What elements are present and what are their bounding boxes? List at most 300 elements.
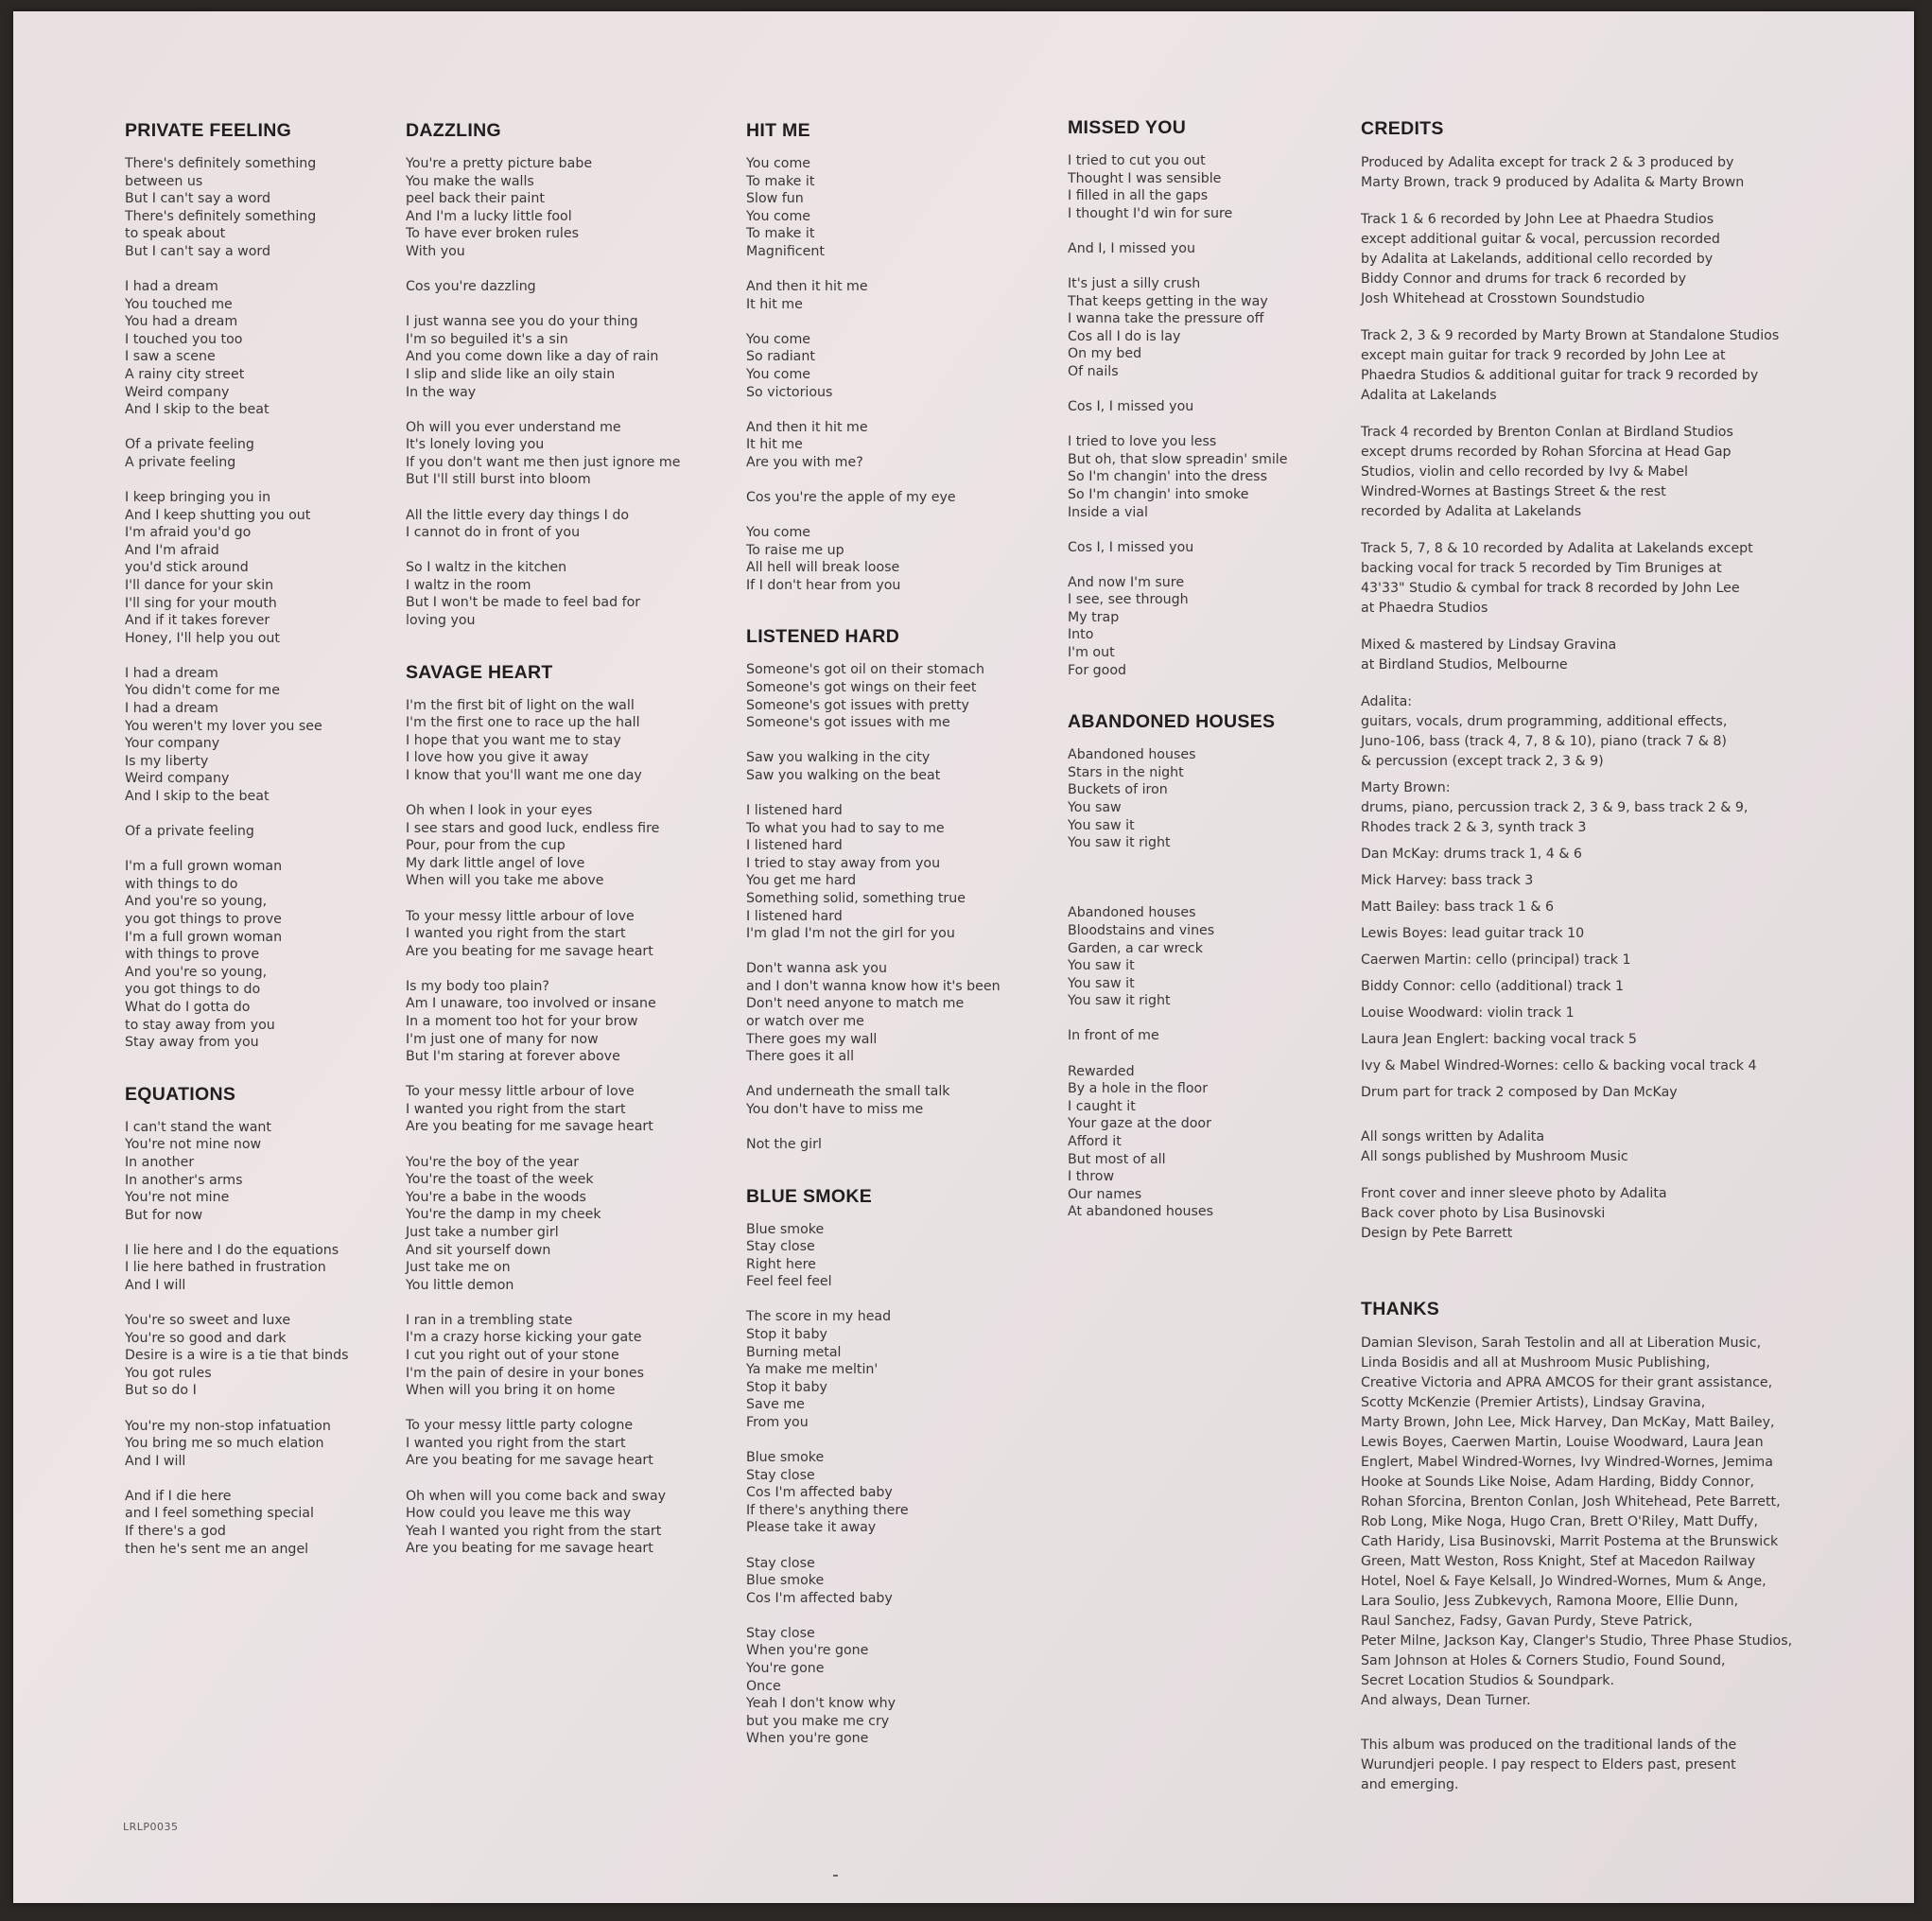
lyric-line: Your gaze at the door xyxy=(1068,1116,1211,1132)
lyric-line: I throw xyxy=(1068,1169,1115,1185)
thanks-line: Cath Haridy, Lisa Businovski, Marrit Postema at the Brunswick xyxy=(1361,1534,1779,1549)
lyric-line: Saw you walking in the city xyxy=(746,750,931,766)
lyric-line: I had a dream xyxy=(125,701,218,717)
lyric-line: And you're so young, xyxy=(125,964,268,980)
credits-blocks xyxy=(1361,153,1824,675)
credit-line: Windred-Wornes at Bastings Street & the rest xyxy=(1361,484,1666,499)
lyric-line: You get me hard xyxy=(746,873,857,889)
credits-heading: CREDITS xyxy=(1361,118,1444,139)
lyric-line: If there's anything there xyxy=(746,1502,909,1518)
lyric-line: Buckets of iron xyxy=(1068,782,1168,798)
lyric-line: My dark little angel of love xyxy=(406,855,585,871)
lyric-line: I slip and slide like an oily stain xyxy=(406,366,616,382)
lyric-line: But I'm staring at forever above xyxy=(406,1049,620,1065)
song-title: LISTENED HARD xyxy=(746,626,900,648)
lyric-line: In front of me xyxy=(1068,1028,1159,1044)
credit-line: Front cover and inner sleeve photo by Adalita xyxy=(1361,1186,1667,1201)
lyric-line: For good xyxy=(1068,662,1127,678)
thanks-line: Hooke at Sounds Like Noise, Adam Harding, Biddy Connor, xyxy=(1361,1475,1755,1490)
lyric-line: And I will xyxy=(125,1277,186,1293)
lyric-line: You're gone xyxy=(746,1661,825,1676)
credit-line: Track 2, 3 & 9 recorded by Marty Brown at Standalone Studios xyxy=(1361,328,1780,343)
lyric-line: And sit yourself down xyxy=(406,1242,551,1258)
lyric-line: Am I unaware, too involved or insane xyxy=(406,996,656,1012)
lyric-line: Cos you're the apple of my eye xyxy=(746,489,956,505)
credit-line: Biddy Connor and drums for track 6 recorded by xyxy=(1361,271,1687,287)
lyric-line: It's lonely loving you xyxy=(406,437,545,453)
lyric-line: But I'll still burst into bloom xyxy=(406,472,591,488)
lyric-stanza xyxy=(746,1555,1049,1608)
lyric-line: You come xyxy=(746,208,810,224)
lyric-line: I had a dream xyxy=(125,279,218,295)
lyric-line: I wanted you right from the start xyxy=(406,1101,626,1117)
credit-line: except drums recorded by Rohan Sforcina at Head Gap xyxy=(1361,445,1732,460)
lyric-line: With you xyxy=(406,243,465,259)
song-block xyxy=(746,626,1049,1153)
song-title: PRIVATE FEELING xyxy=(125,120,292,141)
lyric-line: but you make me cry xyxy=(746,1713,890,1729)
credit-line: Laura Jean Englert: backing vocal track 5 xyxy=(1361,1032,1637,1047)
musician-credit xyxy=(1361,951,1824,970)
lyric-line: You're the damp in my cheek xyxy=(406,1207,601,1223)
song-block xyxy=(406,662,708,1558)
lyric-line: Pour, pour from the cup xyxy=(406,838,566,854)
credit-line: Dan McKay: drums track 1, 4 & 6 xyxy=(1361,847,1582,862)
lyric-stanza xyxy=(1068,574,1342,680)
lyric-line: So radiant xyxy=(746,349,815,365)
credit-paragraph xyxy=(1361,539,1824,619)
credit-line: Track 5, 7, 8 & 10 recorded by Adalita at Lakelands except xyxy=(1361,541,1753,556)
lyric-stanza xyxy=(1068,275,1342,381)
lyric-line: I'm afraid you'd go xyxy=(125,525,252,541)
lyric-line: If I don't hear from you xyxy=(746,577,901,593)
credit-paragraph xyxy=(1361,326,1824,406)
lyric-line: I'm a crazy horse kicking your gate xyxy=(406,1330,642,1346)
credit-line: Design by Pete Barrett xyxy=(1361,1226,1513,1241)
lyric-line: I ran in a trembling state xyxy=(406,1312,573,1328)
lyric-line: Weird company xyxy=(125,384,230,400)
song-title: ABANDONED HOUSES xyxy=(1068,711,1276,733)
credit-line: Marty Brown, track 9 produced by Adalita & Marty Brown xyxy=(1361,175,1745,190)
lyric-line: You saw it right xyxy=(1068,835,1171,851)
lyric-stanza xyxy=(1068,904,1342,1010)
lyric-line: My trap xyxy=(1068,609,1120,625)
lyric-stanza xyxy=(746,278,1049,313)
lyric-line: I hope that you want me to stay xyxy=(406,732,621,748)
credit-line: recorded by Adalita at Lakelands xyxy=(1361,504,1582,519)
lyric-line: And I skip to the beat xyxy=(125,789,270,804)
lyric-line: At abandoned houses xyxy=(1068,1204,1214,1220)
song-block xyxy=(1068,117,1342,679)
credit-line: Marty Brown: xyxy=(1361,780,1451,795)
lyric-line: I keep bringing you in xyxy=(125,490,271,505)
lyric-line: Just take me on xyxy=(406,1260,511,1276)
credit-line: Rhodes track 2 & 3, synth track 3 xyxy=(1361,820,1587,835)
credit-line: Track 4 recorded by Brenton Conlan at Birdland Studios xyxy=(1361,425,1733,440)
lyric-line: It's just a silly crush xyxy=(1068,275,1201,291)
lyric-line: I listened hard xyxy=(746,908,843,924)
credit-line: Biddy Connor: cello (additional) track 1 xyxy=(1361,979,1624,994)
lyric-line: You make the walls xyxy=(406,173,534,189)
thanks-line: Lara Soulio, Jess Zubkevych, Ramona Moore, Ellie Dunn, xyxy=(1361,1594,1739,1609)
lyric-line: And I'm a lucky little fool xyxy=(406,208,572,224)
lyric-line: Stop it baby xyxy=(746,1327,827,1342)
lyric-line: I see stars and good luck, endless fire xyxy=(406,820,660,836)
lyric-line: between us xyxy=(125,173,203,189)
lyric-line: And I skip to the beat xyxy=(125,402,270,418)
lyric-stanza xyxy=(125,436,399,471)
lyric-line: When you're gone xyxy=(746,1643,869,1659)
lyric-line: Stay away from you xyxy=(125,1035,259,1051)
lyric-line: In the way xyxy=(406,384,477,400)
song-title: MISSED YOU xyxy=(1068,117,1187,138)
lyric-line: You're not mine xyxy=(125,1190,230,1206)
credit-line: & percussion (except track 2, 3 & 9) xyxy=(1361,754,1604,769)
lyric-line: But most of all xyxy=(1068,1151,1166,1167)
credit-paragraph xyxy=(1361,1184,1824,1244)
lyric-line: You come xyxy=(746,331,810,347)
lyric-line: I thought I'd win for sure xyxy=(1068,205,1233,221)
lyric-line: you got things to prove xyxy=(125,911,282,927)
credit-line: All songs written by Adalita xyxy=(1361,1129,1545,1144)
thanks-line: Hotel, Noel & Faye Kelsall, Jo Windred-Wornes, Mum & Ange, xyxy=(1361,1574,1767,1589)
lyric-line: To have ever broken rules xyxy=(406,226,579,242)
lyric-stanza xyxy=(406,1083,708,1136)
credit-line: Juno-106, bass (track 4, 7, 8 & 10), piano (track 7 & 8) xyxy=(1361,734,1727,749)
lyric-line: Are you beating for me savage heart xyxy=(406,1453,653,1469)
lyric-line: to stay away from you xyxy=(125,1017,275,1033)
lyric-stanza xyxy=(125,1119,399,1225)
musician-credit xyxy=(1361,924,1824,944)
lyric-line: And now I'm sure xyxy=(1068,574,1185,590)
lyric-line: with things to prove xyxy=(125,947,260,963)
inner-sleeve xyxy=(13,11,1914,1903)
lyric-line: You come xyxy=(746,525,810,540)
lyric-line: On my bed xyxy=(1068,346,1142,362)
musician-credit xyxy=(1361,1030,1824,1050)
lyric-stanza xyxy=(1068,869,1342,887)
lyric-line: Saw you walking on the beat xyxy=(746,767,941,783)
lyric-line: loving you xyxy=(406,612,476,628)
lyric-line: Save me xyxy=(746,1397,805,1413)
lyric-line: Cos you're dazzling xyxy=(406,279,536,295)
credit-paragraph xyxy=(1361,423,1824,522)
song-title: EQUATIONS xyxy=(125,1083,236,1105)
lyric-line: That keeps getting in the way xyxy=(1068,293,1268,309)
lyric-line: I'm a full grown woman xyxy=(125,859,283,875)
lyric-line: I love how you give it away xyxy=(406,750,589,766)
lyric-line: Our names xyxy=(1068,1186,1142,1202)
lyric-line: Stay close xyxy=(746,1555,815,1571)
lyric-line: I saw a scene xyxy=(125,349,216,365)
lyric-line: You had a dream xyxy=(125,314,238,330)
lyric-line: In a moment too hot for your brow xyxy=(406,1013,638,1029)
credit-line: at Birdland Studios, Melbourne xyxy=(1361,657,1568,672)
thanks-line: Scotty McKenzie (Premier Artists), Lindsay Gravina, xyxy=(1361,1395,1706,1410)
lyric-line: You saw it xyxy=(1068,975,1135,991)
lyric-stanza xyxy=(125,489,399,647)
lyric-line: I can't stand the want xyxy=(125,1119,271,1135)
lyric-line: Your company xyxy=(125,736,220,752)
lyric-line: I know that you'll want me one day xyxy=(406,767,642,783)
credit-line: Caerwen Martin: cello (principal) track 1 xyxy=(1361,952,1631,968)
credit-line: Adalita at Lakelands xyxy=(1361,388,1497,403)
lyric-line: If there's a god xyxy=(125,1524,226,1539)
lyric-stanza xyxy=(406,1154,708,1295)
lyric-line: And I, I missed you xyxy=(1068,240,1195,256)
lyric-line: I'm the first bit of light on the wall xyxy=(406,697,635,713)
lyric-line: Right here xyxy=(746,1256,816,1272)
lyric-stanza xyxy=(125,1312,399,1400)
lyric-line: You weren't my lover you see xyxy=(125,718,322,734)
thanks-line: Damian Slevison, Sarah Testolin and all at Liberation Music, xyxy=(1361,1336,1762,1351)
song-block xyxy=(125,1084,399,1558)
lyric-stanza xyxy=(125,1418,399,1471)
musician-credit xyxy=(1361,778,1824,838)
thanks-line: Marty Brown, John Lee, Mick Harvey, Dan McKay, Matt Bailey, xyxy=(1361,1415,1775,1430)
thanks-line: Linda Bosidis and all at Mushroom Music Publishing, xyxy=(1361,1355,1711,1371)
lyric-stanza xyxy=(406,697,708,785)
lyric-line: Afford it xyxy=(1068,1133,1122,1149)
song-title: DAZZLING xyxy=(406,120,501,141)
lyric-line: You're a pretty picture babe xyxy=(406,156,593,171)
lyric-line: So I waltz in the kitchen xyxy=(406,560,567,576)
lyric-line: Feel feel feel xyxy=(746,1274,832,1290)
lyric-line: And then it hit me xyxy=(746,279,868,295)
lyric-line: Stars in the night xyxy=(1068,764,1184,780)
thanks-heading: THANKS xyxy=(1361,1299,1440,1319)
lyric-stanza xyxy=(746,960,1049,1066)
musician-credit xyxy=(1361,977,1824,997)
lyric-line: Oh will you ever understand me xyxy=(406,419,621,435)
lyric-line: You saw it xyxy=(1068,817,1135,833)
lyric-line: Of nails xyxy=(1068,363,1119,379)
lyric-stanza xyxy=(1068,240,1342,258)
lyric-line: Of a private feeling xyxy=(125,824,254,840)
lyric-line: I'll dance for your skin xyxy=(125,577,274,593)
lyric-stanza xyxy=(406,559,708,629)
lyric-line: You're so good and dark xyxy=(125,1330,287,1346)
acknowledgement-line: Wurundjeri people. I pay respect to Elders past, present xyxy=(1361,1757,1736,1773)
credit-line: Adalita: xyxy=(1361,694,1413,709)
lyric-line: Garden, a car wreck xyxy=(1068,940,1203,956)
lyric-line: You're not mine now xyxy=(125,1137,262,1153)
lyric-stanza xyxy=(406,1417,708,1470)
lyric-stanza xyxy=(125,665,399,806)
lyric-line: Someone's got oil on their stomach xyxy=(746,662,984,678)
song-block xyxy=(406,120,708,630)
lyric-stanza xyxy=(125,155,399,261)
lyric-line: Cos I, I missed you xyxy=(1068,539,1194,555)
musician-credit xyxy=(1361,1083,1824,1103)
thanks-line: Peter Milne, Jackson Kay, Clanger's Studio, Three Phase Studios, xyxy=(1361,1633,1793,1649)
lyrics-column-1 xyxy=(125,120,399,1590)
lyric-stanza xyxy=(406,978,708,1066)
lyric-stanza xyxy=(1068,1063,1342,1221)
lyric-line: Rewarded xyxy=(1068,1063,1135,1079)
lyric-line: Stop it baby xyxy=(746,1379,827,1395)
lyric-stanza xyxy=(406,1312,708,1400)
credit-paragraph xyxy=(1361,210,1824,309)
musician-credit xyxy=(1361,1057,1824,1076)
credit-line: Josh Whitehead at Crosstown Soundstudio xyxy=(1361,291,1645,306)
lyric-line: I wanted you right from the start xyxy=(406,926,626,942)
musician-credit xyxy=(1361,871,1824,891)
lyric-line: There's definitely something xyxy=(125,156,317,171)
lyric-stanza xyxy=(1068,152,1342,222)
lyric-stanza xyxy=(746,1083,1049,1118)
print-mark xyxy=(833,1875,838,1877)
lyric-line: Stay close xyxy=(746,1239,815,1255)
credit-line: Matt Bailey: bass track 1 & 6 xyxy=(1361,899,1555,915)
song-title: BLUE SMOKE xyxy=(746,1185,873,1207)
lyric-line: You come xyxy=(746,156,810,171)
lyric-line: Once xyxy=(746,1678,781,1694)
lyric-line: And I keep shutting you out xyxy=(125,507,311,523)
lyric-line: You come xyxy=(746,366,810,382)
lyric-line: I waltz in the room xyxy=(406,577,531,593)
lyric-line: Someone's got wings on their feet xyxy=(746,679,977,695)
lyrics-column-4 xyxy=(1068,117,1342,1253)
lyric-stanza xyxy=(406,278,708,296)
lyric-line: I tried to cut you out xyxy=(1068,153,1206,168)
lyric-line: to speak about xyxy=(125,226,226,242)
lyrics-column-3 xyxy=(746,120,1049,1780)
lyric-line: I see, see through xyxy=(1068,592,1189,608)
lyric-line: You're my non-stop infatuation xyxy=(125,1418,331,1434)
lyric-line: Cos I'm affected baby xyxy=(746,1485,893,1501)
lyric-line: And if it takes forever xyxy=(125,613,270,629)
lyric-line: peel back their paint xyxy=(406,191,545,207)
lyric-line xyxy=(1068,869,1342,887)
lyric-line: you'd stick around xyxy=(125,560,249,576)
lyric-stanza xyxy=(1068,1027,1342,1045)
thanks-line: Rohan Sforcina, Brenton Conlan, Josh Whitehead, Pete Barrett, xyxy=(1361,1494,1781,1510)
musician-credit xyxy=(1361,845,1824,864)
lyric-line: Oh when will you come back and sway xyxy=(406,1488,667,1504)
lyric-line: But for now xyxy=(125,1207,203,1223)
thanks-line: Sam Johnson at Holes & Corners Studio, Found Sound, xyxy=(1361,1653,1726,1668)
lyric-line: You got rules xyxy=(125,1365,212,1381)
lyric-line: I'm just one of many for now xyxy=(406,1031,599,1047)
lyric-line: Slow fun xyxy=(746,191,804,207)
lyric-line: Blue smoke xyxy=(746,1573,825,1589)
thanks-line: Lewis Boyes, Caerwen Martin, Louise Woodward, Laura Jean xyxy=(1361,1435,1764,1450)
song-block xyxy=(1068,711,1342,1221)
lyric-line: Yeah I don't know why xyxy=(746,1696,896,1712)
credit-line: 43'33" Studio & cymbal for track 8 recorded by John Lee xyxy=(1361,581,1740,596)
lyric-line: And I'm afraid xyxy=(125,542,219,558)
lyric-line: I cannot do in front of you xyxy=(406,525,581,541)
lyric-line: Don't wanna ask you xyxy=(746,961,887,977)
lyric-stanza xyxy=(125,1488,399,1558)
credit-line: Ivy & Mabel Windred-Wornes: cello & backing vocal track 4 xyxy=(1361,1058,1757,1074)
lyric-line: To make it xyxy=(746,173,815,189)
lyric-stanza xyxy=(406,155,708,261)
lyric-line: or watch over me xyxy=(746,1013,864,1029)
credit-line: drums, piano, percussion track 2, 3 & 9, bass track 2 & 9, xyxy=(1361,800,1749,815)
credit-line: Mixed & mastered by Lindsay Gravina xyxy=(1361,637,1617,653)
lyric-line: And I will xyxy=(125,1453,186,1469)
lyric-line: You don't have to miss me xyxy=(746,1101,924,1117)
lyric-line: with things to do xyxy=(125,876,238,892)
lyric-line: Inside a vial xyxy=(1068,504,1148,520)
credit-line: at Phaedra Studios xyxy=(1361,601,1488,616)
lyric-line: Abandoned houses xyxy=(1068,747,1196,763)
lyric-stanza xyxy=(1068,746,1342,852)
lyric-line: To raise me up xyxy=(746,542,844,558)
credit-line: by Adalita at Lakelands, additional cello recorded by xyxy=(1361,252,1714,267)
lyric-line: To your messy little party cologne xyxy=(406,1418,634,1434)
lyric-stanza xyxy=(406,313,708,401)
lyric-line: So victorious xyxy=(746,384,833,400)
credit-line: Lewis Boyes: lead guitar track 10 xyxy=(1361,926,1585,941)
lyric-stanza xyxy=(746,1136,1049,1154)
lyric-line: And you come down like a day of rain xyxy=(406,349,659,365)
lyric-line: I cut you right out of your stone xyxy=(406,1347,619,1363)
credit-paragraph xyxy=(1361,636,1824,675)
lyric-line: Is my body too plain? xyxy=(406,978,549,994)
lyric-line: I just wanna see you do your thing xyxy=(406,314,638,330)
thanks-line: Green, Matt Weston, Ross Knight, Stef at Macedon Railway xyxy=(1361,1554,1756,1569)
lyric-stanza xyxy=(746,524,1049,594)
lyric-line: I'll sing for your mouth xyxy=(125,595,277,611)
lyric-line: Stay close xyxy=(746,1625,815,1641)
credit-line: Louise Woodward: violin track 1 xyxy=(1361,1005,1575,1021)
credits-musicians xyxy=(1361,692,1824,1103)
lyric-line: So I'm changin' into the dress xyxy=(1068,469,1267,485)
lyric-line: To your messy little arbour of love xyxy=(406,908,635,924)
lyric-line: All hell will break loose xyxy=(746,560,900,576)
lyric-stanza xyxy=(406,419,708,489)
lyric-line: Bloodstains and vines xyxy=(1068,923,1215,938)
lyric-line: Stay close xyxy=(746,1467,815,1483)
lyric-line: and I feel something special xyxy=(125,1506,314,1522)
lyric-line: You little demon xyxy=(406,1277,514,1293)
lyric-line: Ya make me meltin' xyxy=(746,1362,879,1378)
credit-line: Mick Harvey: bass track 3 xyxy=(1361,873,1534,888)
musician-credit xyxy=(1361,692,1824,772)
lyric-line: And underneath the small talk xyxy=(746,1084,950,1100)
lyric-stanza xyxy=(125,823,399,841)
song-block xyxy=(125,120,399,1052)
lyric-line: Just take a number girl xyxy=(406,1224,559,1240)
lyric-line: Not the girl xyxy=(746,1136,822,1152)
lyric-line: And then it hit me xyxy=(746,419,868,435)
lyric-line: You saw it right xyxy=(1068,993,1171,1009)
lyric-line: So I'm changin' into smoke xyxy=(1068,486,1249,502)
lyric-line: I tried to stay away from you xyxy=(746,855,941,871)
credit-line: backing vocal for track 5 recorded by Tim Bruniges at xyxy=(1361,561,1722,576)
lyric-line: What do I gotta do xyxy=(125,999,251,1015)
lyric-line: You touched me xyxy=(125,296,233,312)
lyric-line: Cos I, I missed you xyxy=(1068,399,1194,415)
lyric-line: Are you beating for me savage heart xyxy=(406,1541,653,1557)
lyric-stanza xyxy=(125,1242,399,1295)
lyric-line: then he's sent me an angel xyxy=(125,1541,309,1557)
lyrics-column-2 xyxy=(406,120,708,1590)
lyric-line: There goes my wall xyxy=(746,1031,878,1047)
lyric-line: But I can't say a word xyxy=(125,191,271,207)
lyric-line: From you xyxy=(746,1414,809,1430)
lyric-line: Are you beating for me savage heart xyxy=(406,1119,653,1135)
lyric-line: You didn't come for me xyxy=(125,683,280,699)
lyric-line: There's definitely something xyxy=(125,208,317,224)
thanks-line: Rob Long, Mike Noga, Hugo Cran, Brett O'Riley, Matt Duffy, xyxy=(1361,1514,1758,1529)
lyric-line: Magnificent xyxy=(746,243,825,259)
lyric-line: Into xyxy=(1068,627,1094,643)
lyric-stanza xyxy=(406,802,708,890)
